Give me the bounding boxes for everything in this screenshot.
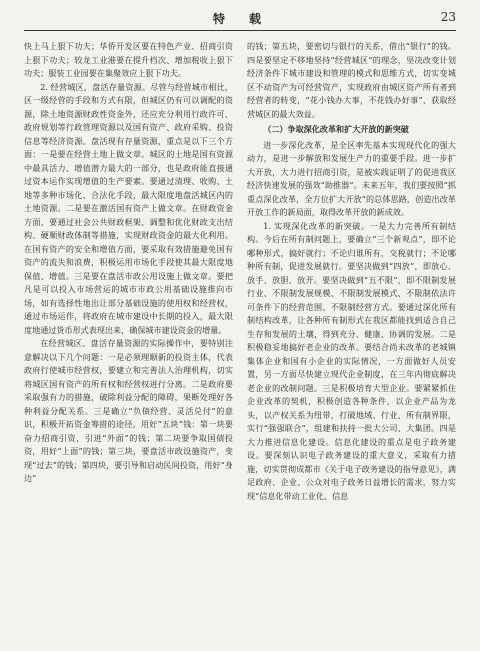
section-heading: （二）争取深化改革和扩大开放的新突破 — [263, 124, 409, 134]
paragraph: 1. 实现深化改革的新突破。一是大力完善所有制结构。今后在所有制问题上，要确立“三个新观点”，即不论哪种形式，搞好就行；不论归谁所有，交税就行；不论哪种所有制，促进发展就行。要坚决做到“四放”，即放心、放手、放胆、放开。要坚决做到“五不限”，即不限制发展行业、不限制发展规模、不限制发展模式、不限制依法许可条件下的经营范围、不限制经营方式。要通过深化所有制结构改革，让各种所有制形式在我区都能找到适合自己生存和发展的土壤，得到充分、健康、协调的发展。二是积极稳妥地搞好老企业的改革。要结合尚未改革的老城镇集体企业和国有小企业的实际情况，一方面做好人员安置，另一方面尽快建立现代企业制度，在三年内彻底解决老企业的改制问题。三是积极培育大型企业。要紧紧抓住企业改革的契机，积极创造各种条件，以企业产品为龙头，以产权关系为纽带，打破地域、行业、所有制界限，实行“强强联合”，组建和扶持一批大公司、大集团。四是大力推进信息化建设。信息化建设的重点是电子政务建设。要深刻认识电子政务建设的重大意义，采取有力措施，切实贯彻成都市《关于电子政务建设的指导意见》，满足政府、企业、公众对电子政务日益增长的需求，努力实现“信息化带动工业化、信息 — [247, 220, 456, 501]
section-title: 特 载 — [212, 12, 267, 26]
right-column — [247, 40, 456, 643]
paragraph: 的钱；第五块，要密切与银行的关系，借出“银行”的钱。四是要坚定不移地坚持“经营城区”的理念，坚决改变计划经济条件下城市建设和管理的模式和思维方式，切实变城区不动资产为可经营资产，实现政府由城区资产所有者到经营者的转变，“花小钱办大事，不花钱办好事”，获取经营城区的最大效益。 — [247, 41, 456, 119]
page-number: 23 — [440, 10, 456, 24]
paragraph: 在经营城区、盘活存量资源的实际操作中，要特别注意解决以下几个问题：一是必须理顺新的投资主体，代表政府行使城市经营权，要建立和完善法人治理机构，切实将城区国有资产的所有权和经营权进行分离。二是政府要采取强有力的措施，破除利益分配的障碍，果断处理好各种利益分配关系。三是确立“负债经营、灵活兑付”的意识，积极开拓资金筹措的途径，用好“五块”钱：第一块要奋力招商引资，引进“外面”的钱；第二块要争取国债投资，用好“上面”的钱；第三块，要盘活市政设施资产，变现“过去”的钱；第四块，要引导和启动民间投资，用好“身边” — [24, 338, 233, 483]
left-column — [24, 40, 233, 643]
text-columns — [24, 40, 456, 643]
paragraph: 2. 经营城区，盘活存量资源。尽管与经营城市相比，区一级经营的手段和方式有限，但城区仍有可以调配的资源，除土地资源财政性资金外，还应充分利用行政许可、政府规划等行政管理资源以及国有资产、政府采购、投资信息等经济资源。盘活现有存量资源，重点是以下三个方面：一是要在经营土地上做文章。城区的土地是国有资源中最具活力、增值潜力最大的一部分，也是政府能直接通过资本运作实现增值的生产要素。要通过清理、收购、土地等多种市场化、合法化手段，最大限度地盘活城区内的土地资源。二是要在激活国有资产上做文章。在财政资金方面，要通过社会公共财政框架、调整和优化财政支出结构、硬顺财政体制等措施，实现财政资金的最大化利用。在国有资产的安全和增值方面，要采取有效措施避免国有资产的流失和浪费，积极运用市场化手段使其最大限度地保值、增值。三是要在盘活市政公用设施上做文章。要把凡是可以投入市场营运的城市市政公用基础设施推向市场，如有选择性地出让部分基础设施的使用权和经营权，通过市场运作，将政府在城市建设中长期的投入，最大限度地通过货币形式表现出来，确保城市建设资金的增量。 — [24, 81, 233, 335]
page-header — [24, 8, 456, 31]
paragraph: 进一步深化改革，是全区率先基本实现现代化的强大动力，是进一步解放和发展生产力的重要手段。进一步扩大开放，大力进行招商引资，是被实践证明了的促进我区经济快速发展的强效“助推器”。未来五年，我们要按照“抓重点深化改革，全方位扩大开放”的总体思路，创造出改革开放工作的新局面，取得改革开放的新成效。 — [247, 139, 456, 217]
paragraph: 快上马上狠下功夫；华侨开发区要在特色产业、招商引资上狠下功夫；较龙工业港要在提升档次、增加税收上狠下功夫；服装工业园要在集聚效应上狠下功夫。 — [24, 41, 233, 78]
